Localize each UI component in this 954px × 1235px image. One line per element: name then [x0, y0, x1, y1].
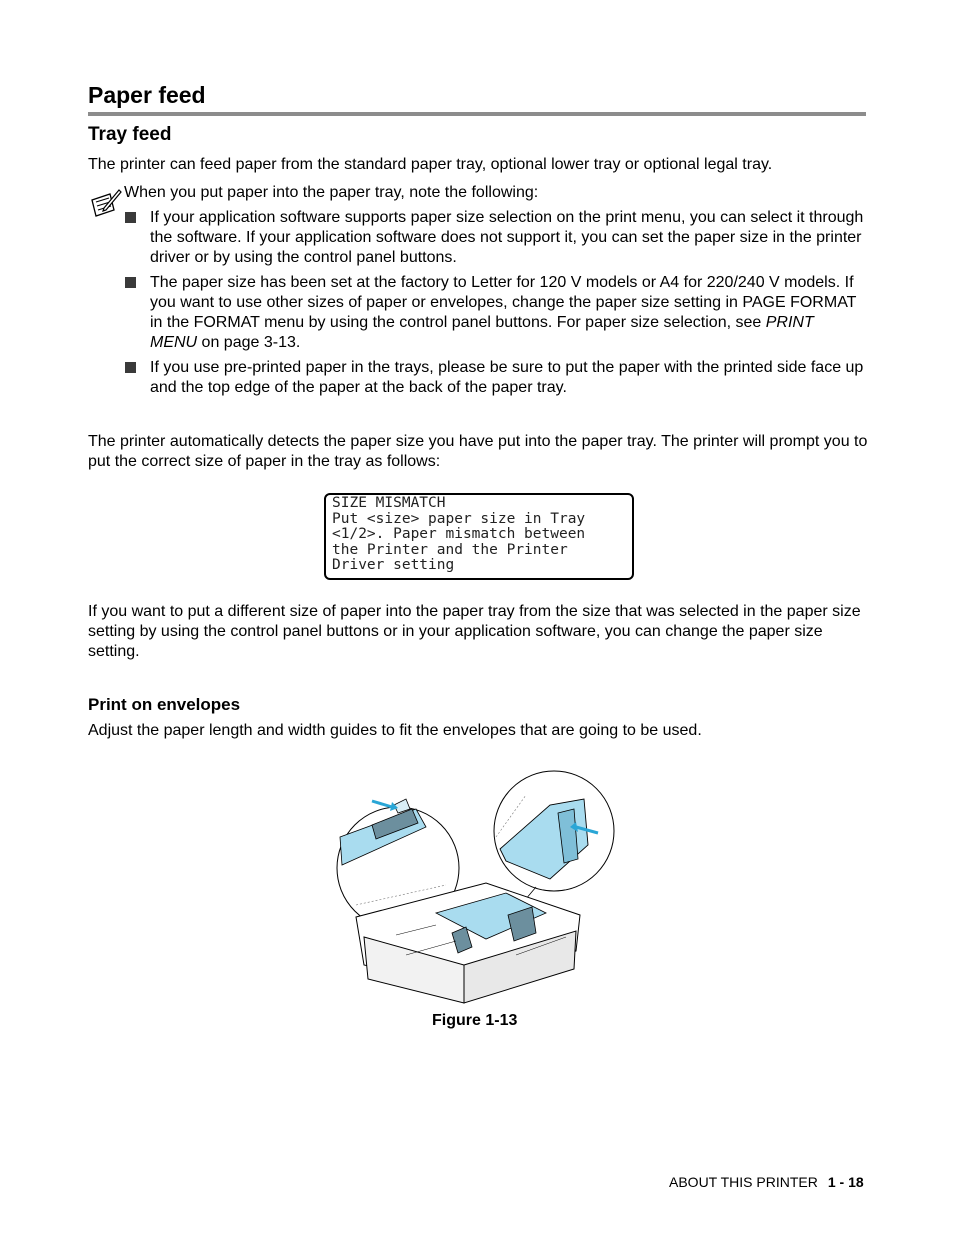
- envelopes-paragraph: Adjust the paper length and width guides to fit the envelopes that are going to be used.: [88, 722, 702, 739]
- list-item: [124, 358, 864, 398]
- lcd-line: SIZE MISMATCH: [332, 495, 446, 511]
- bullet-square-icon: [125, 362, 136, 373]
- print-menu-reference: PRINT MENU: [150, 314, 814, 351]
- heading-rule: [88, 112, 866, 116]
- bullet-square-icon: [125, 212, 136, 223]
- bullet-square-icon: [125, 277, 136, 288]
- lcd-line: Driver setting: [332, 557, 455, 573]
- figure-caption: Figure 1-13: [432, 1012, 518, 1029]
- envelopes-heading: Print on envelopes: [88, 695, 241, 714]
- lcd-line: the Printer and the Printer: [332, 541, 568, 558]
- list-item: [124, 208, 864, 268]
- lcd-message-box: [324, 493, 634, 580]
- subsection-title: Tray feed: [88, 124, 172, 145]
- note-lead: When you put paper into the paper tray, note the following:: [124, 184, 539, 201]
- note-list: [124, 208, 864, 403]
- intro-paragraph: The printer can feed paper from the standard paper tray, optional lower tray or optional legal tray.: [88, 156, 773, 173]
- bullet-text: If your application software supports paper size selection on the print menu, you can select it through the software. If your application software does not support it, you can set the paper size in the printer driver or by using the control panel buttons.: [150, 209, 864, 266]
- right-detail-circle: [494, 771, 614, 891]
- lcd-line: <1/2>. Paper mismatch between: [332, 526, 586, 542]
- section-title: Paper feed: [88, 82, 206, 108]
- footer-section: ABOUT THIS PRINTER: [669, 1174, 818, 1190]
- bullet-text: If you use pre-printed paper in the trays, please be sure to put the paper with the printed side face up and the top edge of the paper at the back of the paper tray.: [150, 359, 864, 396]
- page-number: 1 - 18: [827, 1174, 864, 1190]
- bullet-text: The paper size has been set at the factory to Letter for 120 V models or A4 for 220/240 V models. If you want to use other sizes of paper or envelopes, change the paper size setting in PAGE FORMAT in the FORMAT menu by using the control panel buttons. For paper size selection, see PRINT MENU on page 3-13.: [150, 274, 857, 351]
- lcd-line: Put <size> paper size in Tray: [332, 510, 586, 527]
- paper-tray-illustration: [336, 765, 620, 1009]
- different-size-paragraph: If you want to put a different size of paper into the paper tray from the size that was selected in the paper size setting by using the control panel buttons or in your application software, you can change the paper size setting.: [88, 603, 861, 660]
- list-item: [124, 273, 864, 353]
- auto-detect-paragraph: The printer automatically detects the paper size you have put into the paper tray. The printer will prompt you to put the correct size of paper in the tray as follows:: [88, 433, 868, 470]
- note-pencil-icon: [90, 188, 122, 218]
- page-footer: [669, 1174, 864, 1190]
